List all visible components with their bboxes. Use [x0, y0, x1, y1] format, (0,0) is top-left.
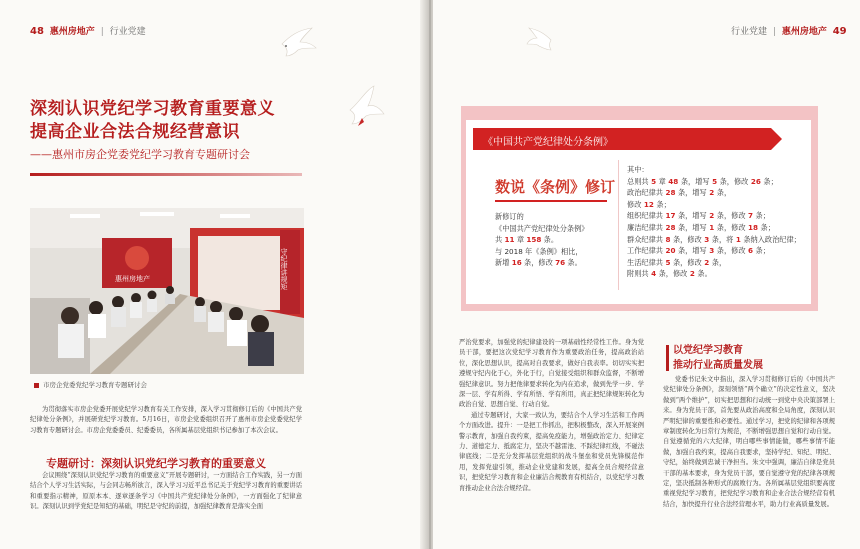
article-title	[30, 98, 310, 164]
regulation-banner	[473, 128, 771, 150]
summary-line: 与 2018 年《条例》相比，	[495, 246, 583, 256]
left-page-number: 48	[30, 26, 44, 37]
chapter-breakdown-list	[627, 164, 801, 280]
title-line-1: 深刻认识党纪学习教育重要意义	[30, 99, 275, 119]
list-item: 组织纪律共 17 条，增写 2 条，修改 7 条；	[627, 211, 770, 221]
dove-icon	[525, 26, 555, 52]
body-paragraph: 会议围绕“深刻认识党纪学习教育的重要意义”开展专题研讨，一方面结合工作实践，另一方面结合个人学习生活实际，与会同志畅所欲言，深入学习习近平总书记关于党纪学习教育的重要讲话和重要指示精神，原原本本、逐章逐条学习《中国共产党纪律处分条例》，一方面强化了纪律意识。深刻认识到学党纪是知纪的基础，明纪是守纪的前提，加强纪律教育是落实全面	[30, 472, 302, 511]
photo-caption: 市房企党委党纪学习教育专题研讨会	[34, 380, 147, 389]
left-page-header: 48 惠州房地产 | 行业党建	[30, 26, 146, 37]
list-item: 廉洁纪律共 28 条，增写 1 条，修改 18 条；	[627, 222, 775, 232]
heading-line-2: 推动行业高质量发展	[673, 360, 763, 371]
right-page	[433, 0, 860, 549]
intro-paragraph: 为贯彻落实市房企党委开展党纪学习教育有关工作安排，深入学习贯彻修订后的《中国共产党纪律处分条例》，并展研党纪学习教育。5月16日，市房企党委组织召开了惠州市房企党委党纪学习教育专题研讨会。市房企党委委员、纪委委员，各所属基层党组织书记参加了本次会议。	[30, 406, 302, 434]
paragraph: 严治党要求，加强党的纪律建设的一项基础性经常性工作。身为党员干部，要把这次党纪学习教育作为重要政治任务，提高政治站位，深化思想认识，提高对自我要求，做好自我表率。切切实实把遵规守纪内化于心，外化于行，自觉接受组织和群众监督，不断增强纪律意识。努力把他律要求转化为内在追求，做到先学一步、学深一层、学有所得、学有所悟、学有所用，真正把纪律规矩转化为政治自觉、思想自觉、行动自觉。	[459, 339, 644, 409]
modified-count: 76	[555, 258, 566, 267]
regulation-title: 《中国共产党纪律处分条例》	[483, 137, 613, 148]
heading-accent-bar	[666, 345, 669, 371]
meeting-photo	[30, 208, 304, 374]
title-underline	[30, 173, 302, 176]
photo-board-left: 惠州房地产	[115, 275, 150, 283]
right-page-section: 行业党建	[731, 27, 768, 37]
added-count: 16	[511, 258, 522, 267]
list-item: 附则共 4 条，修改 2 条。	[627, 269, 712, 279]
chapter-count: 11	[504, 235, 515, 244]
summary-line: 新修订的	[495, 212, 524, 221]
stats-heading: 数说《条例》修订	[495, 178, 616, 196]
right-page-number: 49	[832, 26, 847, 37]
column-left-text	[459, 338, 644, 494]
list-item: 生活纪律共 5 条，修改 2 条，	[627, 257, 727, 267]
stats-heading-underline	[495, 200, 607, 202]
left-page-brand: 惠州房地产	[49, 27, 95, 37]
dove-icon	[278, 26, 318, 60]
revision-summary	[495, 211, 605, 269]
summary-line: 新增 16 条，修改 76 条。	[495, 258, 582, 267]
list-item: 工作纪律共 20 条，增写 3 条，修改 6 条；	[627, 246, 770, 256]
summary-line: 共 11 章 158 条。	[495, 235, 559, 244]
title-line-2: 提高企业合法合规经营意识	[30, 122, 240, 142]
summary-line: 《中国共产党纪律处分条例》	[495, 223, 589, 233]
list-header: 其中：	[627, 165, 649, 174]
right-page-brand: 惠州房地产	[781, 27, 827, 37]
photo-board-right: 守纪律讲规矩	[280, 248, 288, 290]
paragraph: 通过专题研讨，大家一致认为，要结合个人学习生活和工作两个方面改进。提升：一是把工作抓出，把积极整改，深入开展案例警示教育，加强自我约束，提高免疫能力，增强政治定力、纪律定力、道德定力、抵腐定力，坚决不越雷池、不踩纪律红线，不碰法律底线；二是充分发挥基层党组织的战斗堡垒和党员先锋模范作用，发挥党建引领，推动企业党建和发展，提高全员合规经营意识，把党纪学习教育和企业廉洁合规教育有机结合，以党纪学习教育推动企业合法合规经营。	[459, 411, 644, 492]
right-column-heading	[673, 343, 763, 373]
stats-divider	[618, 160, 619, 290]
right-page-header: 行业党建 | 惠州房地产 49	[731, 26, 847, 37]
dove-icon	[344, 84, 388, 128]
left-page-section: 行业党建	[109, 27, 146, 37]
heading-line-1: 以党纪学习教育	[673, 345, 743, 356]
article-subtitle: ——惠州市房企党委党纪学习教育专题研讨会	[30, 148, 250, 161]
column-right-text: 党委书记朱文中指出，深入学习贯彻修订后的《中国共产党纪律处分条例》，深刻领悟“两个确立”的决定性意义，坚决做到“两个维护”，切实把思想和行动统一到党中央决策部署上来。身为党员干部，首先要从政治高度和全局角度，深刻认识严明纪律的重要性和必要性。通过学习，把党的纪律和各项规章制度转化为日常行为规范，不断增强思想自觉和行动自觉。自觉遵循党的六大纪律，明白哪些事情能做，哪些事情不能做，加强自我约束，提高自我要求，坚持学纪、知纪、明纪、守纪，始终做到忠诚干净担当。朱文中强调，廉洁自律是党员干部的基本要求，身为党员干部，要自觉遵守党的纪律各项规定，坚决抵制各种形式的腐败行为。各所属基层党组织要高度重视党纪学习教育，把党纪学习教育和企业合法合规经营有机结合，加快提升行业合法经营理水平，助力行业高质量发展。	[663, 376, 835, 508]
left-page	[0, 0, 427, 549]
list-item: 群众纪律共 8 条，修改 3 条，将 1 条纳入政治纪律；	[627, 234, 801, 244]
section-heading: 专题研讨：深刻认识党纪学习教育的重要意义	[46, 457, 266, 470]
list-item: 修改 12 条；	[627, 199, 671, 209]
list-item: 政治纪律共 28 条，增写 2 条，	[627, 188, 732, 198]
list-item: 总则共 5 章 48 条，增写 5 条，修改 26 条；	[627, 176, 778, 186]
article-count: 158	[526, 235, 542, 244]
